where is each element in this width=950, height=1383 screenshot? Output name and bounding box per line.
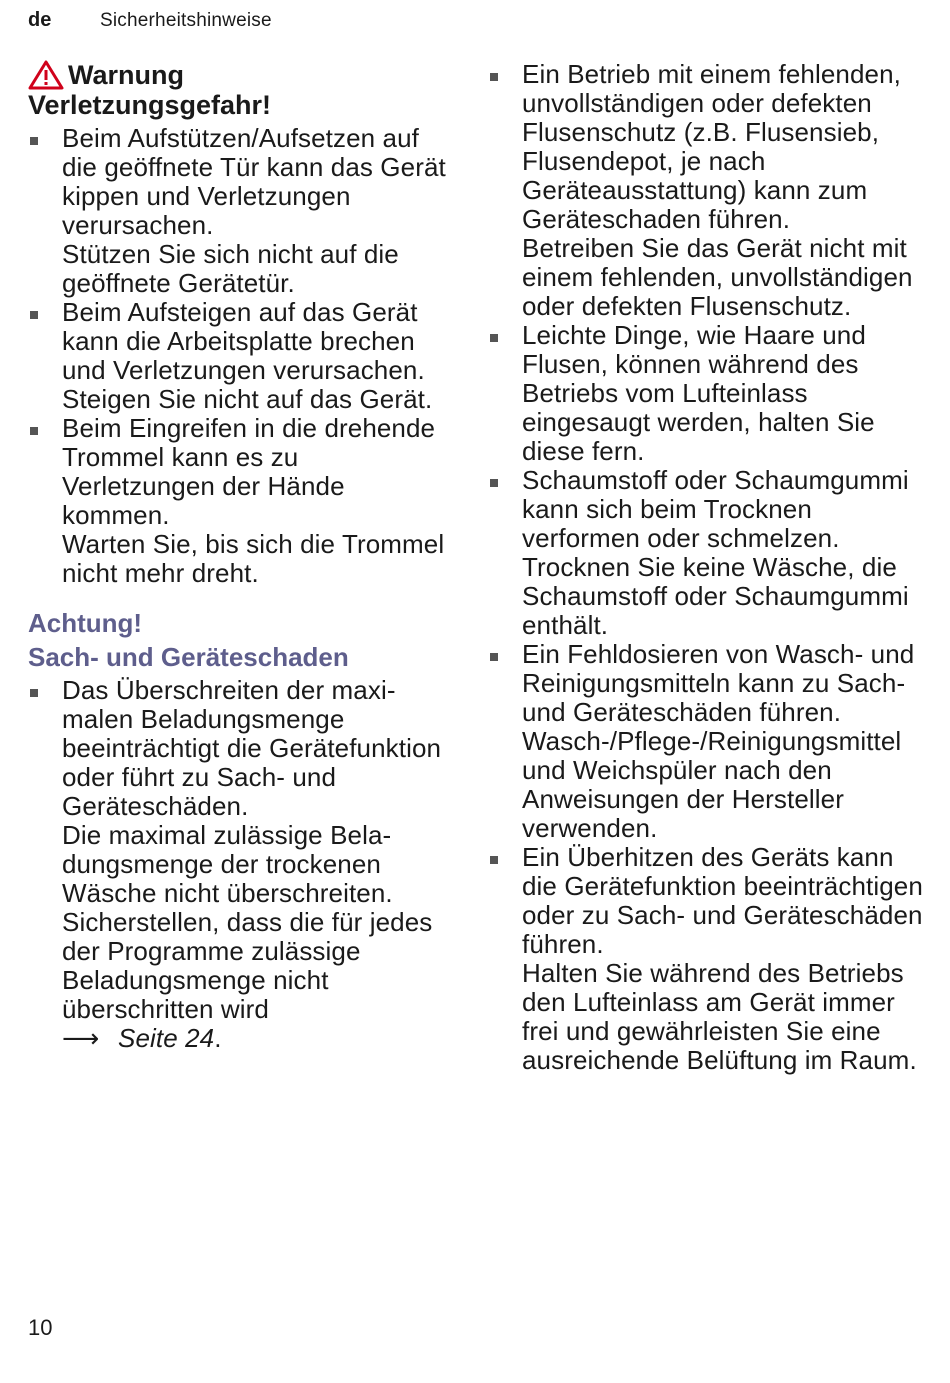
- warning-subtitle: Verletzungsgefahr!: [28, 90, 272, 120]
- language-code: de: [28, 9, 52, 31]
- right-column: [488, 60, 928, 1075]
- warning-title: Warnung: [68, 60, 184, 90]
- item-text: Schaumstoff oder Schaumgummi kann sich beim Trocknen verformen oder schmelzen.: [522, 465, 909, 553]
- left-column: [28, 60, 458, 1053]
- attention-subtitle: Sach- und Geräteschaden: [28, 642, 349, 672]
- item-text: Beim Aufsteigen auf das Gerät kann die Arbeitsplatte brechen und Verletzungen verursachen.: [62, 297, 425, 385]
- item-text: Beim Aufstützen/Aufsetzen auf die geöffnete Tür kann das Gerät kippen und Verletzungen verursachen.: [62, 123, 446, 240]
- list-item: [488, 60, 928, 321]
- list-item: [488, 466, 928, 640]
- item-advice: Trocknen Sie keine Wäsche, die Schaumstoff oder Schaumgummi enthält.: [522, 552, 909, 640]
- item-advice: Stützen Sie sich nicht auf die geöffnete Gerätetür.: [62, 239, 399, 298]
- list-item: [28, 298, 458, 414]
- page-header: [28, 9, 930, 35]
- arrow-right-icon: ⟶: [62, 1023, 100, 1053]
- list-item: [28, 414, 458, 588]
- section-title: Sicherheitshinweise: [100, 10, 272, 31]
- attention-list: [28, 676, 458, 1053]
- item-advice: Steigen Sie nicht auf das Gerät.: [62, 384, 433, 414]
- square-bullet-icon: [30, 137, 38, 145]
- attention-title: Achtung!: [28, 608, 143, 638]
- list-item: [488, 843, 928, 1075]
- item-text: Leichte Dinge, wie Haare und Flusen, können während des Betriebs vom Lufteinlass eingesaugt werden, halten Sie diese fern.: [522, 320, 875, 466]
- item-text: Ein Überhitzen des Geräts kann die Gerätefunktion beeinträchtigen oder zu Sach- und Geräteschäden führen.: [522, 842, 923, 959]
- square-bullet-icon: [490, 73, 498, 81]
- square-bullet-icon: [490, 653, 498, 661]
- list-item: [488, 640, 928, 843]
- warning-list: [28, 124, 458, 588]
- reference-period: .: [214, 1023, 222, 1053]
- right-list: [488, 60, 928, 1075]
- item-advice: Wasch-/Pflege-/Reinigungsmittel und Weichspüler nach den Anweisungen der Hersteller verwenden.: [522, 726, 902, 843]
- item-advice: Halten Sie während des Betriebs den Lufteinlass am Gerät immer frei und gewährleisten Sie eine ausreichende Belüftung im Raum.: [522, 958, 917, 1075]
- item-text: Das Überschreiten der maximalen Beladungsmenge beeinträchtigt die Gerätefunktion oder führt zu Sach- und Geräteschäden.: [62, 675, 442, 821]
- item-advice: Die maximal zulässige Beladungsmenge der trockenen Wäsche nicht überschreiten. Sicherstellen, dass die für jedes der Programme zulässige Beladungsmenge nicht überschritten wird: [62, 820, 433, 1024]
- square-bullet-icon: [490, 856, 498, 864]
- square-bullet-icon: [490, 334, 498, 342]
- item-text: Ein Fehldosieren von Wasch- und Reinigungsmitteln kann zu Sach- und Geräteschäden führen.: [522, 639, 915, 727]
- item-advice: Warten Sie, bis sich die Trommel nicht mehr dreht.: [62, 529, 445, 588]
- square-bullet-icon: [30, 689, 38, 697]
- warning-heading: [28, 60, 458, 90]
- warning-triangle-icon: [28, 60, 64, 90]
- list-item: [28, 676, 458, 1053]
- square-bullet-icon: [30, 427, 38, 435]
- list-item: [28, 124, 458, 298]
- square-bullet-icon: [490, 479, 498, 487]
- square-bullet-icon: [30, 311, 38, 319]
- page-number: 10: [28, 1315, 53, 1340]
- page-reference-link[interactable]: Seite 24: [118, 1023, 215, 1053]
- page-reference[interactable]: [62, 1024, 458, 1053]
- list-item: [488, 321, 928, 466]
- item-text: Ein Betrieb mit einem fehlenden, unvollständigen oder defekten Flusenschutz (z.B. Flusensieb, Flusendepot, je nach Geräteausstattung) kann zum Geräteschaden führen.: [522, 59, 901, 234]
- item-advice: Betreiben Sie das Gerät nicht mit einem fehlenden, unvollständigen oder defekten Flusenschutz.: [522, 233, 913, 321]
- item-text: Beim Eingreifen in die drehende Trommel kann es zu Verletzungen der Hände kommen.: [62, 413, 436, 530]
